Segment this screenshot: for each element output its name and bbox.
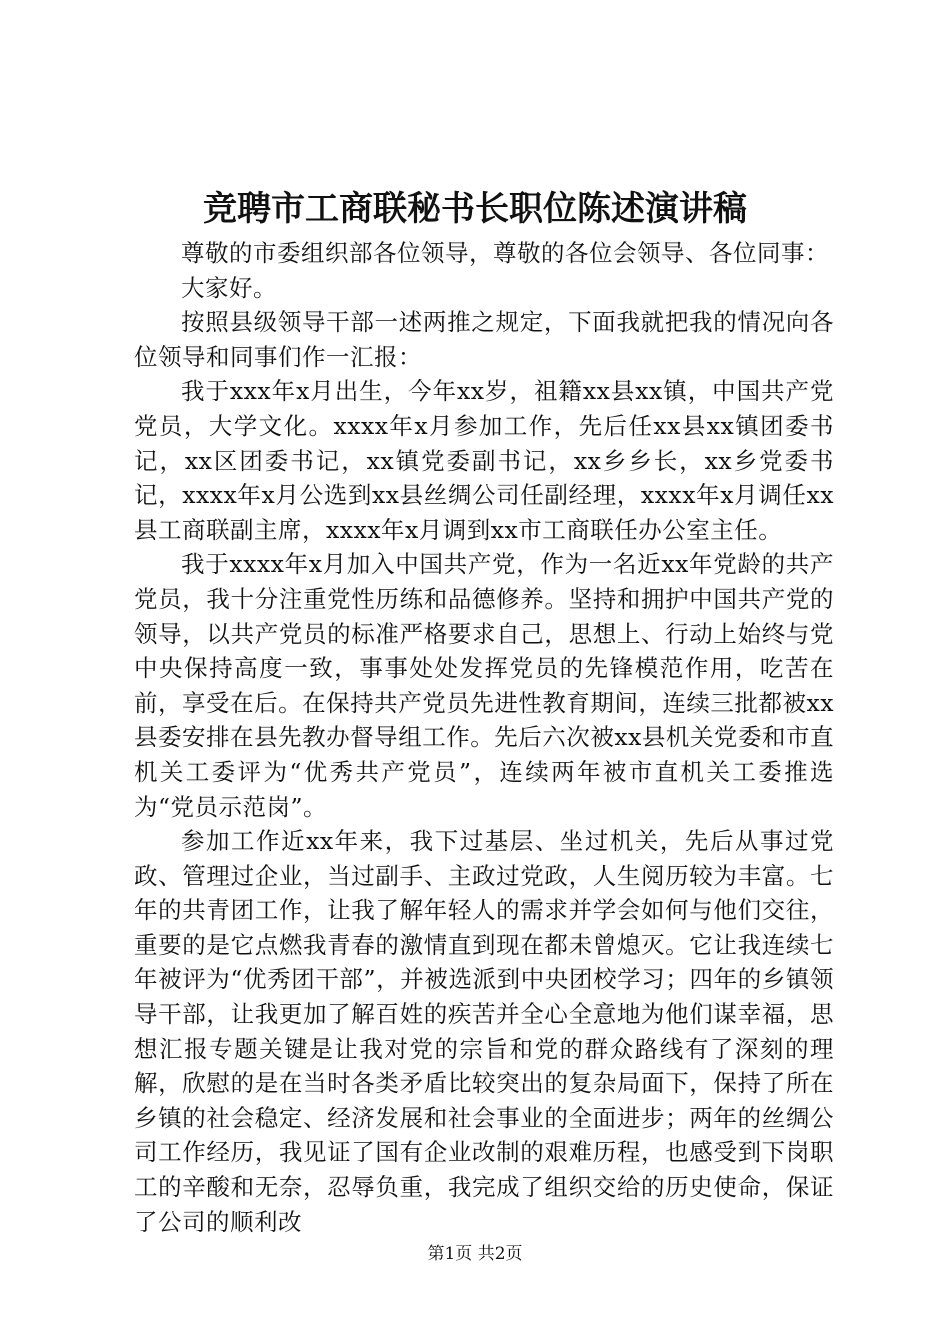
document-title: 竞聘市工商联秘书长职位陈述演讲稿 <box>203 189 747 229</box>
greeting-paragraph: 大家好。 <box>181 273 277 302</box>
document-body <box>134 236 834 1239</box>
biography-paragraph: 我于xxx年x月出生，今年xx岁，祖籍xx县xx镇，中国共产党党员，大学文化。xxxx年x月参加工作，先后任xx县xx镇团委书记，xx区团委书记，xx镇党委副书记，xx乡乡长，xx乡党委书记，xxxx年x月公选到xx县丝绸公司任副经理，xxxx年x月调任xx县工商联副主席，xxxx年x月调到xx市工商联任办公室主任。 <box>134 377 834 544</box>
party-membership-paragraph: 我于xxxx年x月加入中国共产党，作为一名近xx年党龄的共产党员，我十分注重党性历练和品德修养。坚持和拥护中国共产党的领导，以共产党员的标准严格要求自己，思想上、行动上始终与党中央保持高度一致，事事处处发挥党员的先锋模范作用，吃苦在前，享受在后。在保持共产党员先进性教育期间，连续三批都被xx县委安排在县先教办督导组工作。先后六次被xx县机关党委和市直机关工委评为“优秀共产党员”，连续两年被市直机关工委推选为“党员示范岗”。 <box>134 550 834 821</box>
work-experience-paragraph: 参加工作近xx年来，我下过基层、坐过机关，先后从事过党政、管理过企业，当过副手、主政过党政，人生阅历较为丰富。七年的共青团工作，让我了解年轻人的需求并学会如何与他们交往，重要的是它点燃我青春的激情直到现在都未曾熄灭。它让我连续七年被评为“优秀团干部”，并被选派到中央团校学习；四年的乡镇领导干部，让我更加了解百姓的疾苦并全心全意地为他们谋幸福，思想汇报专题关键是让我对党的宗旨和党的群众路线有了深刻的理解，欣慰的是在当时各类矛盾比较突出的复杂局面下，保持了所在乡镇的社会稳定、经济发展和社会事业的全面进步；两年的丝绸公司工作经历，我见证了国有企业改制的艰难历程，也感受到下岗职工的辛酸和无奈，忍辱负重，我完成了组织交给的历史使命，保证了公司的顺利改 <box>134 827 834 1236</box>
intro-paragraph: 按照县级领导干部一述两推之规定，下面我就把我的情况向各位领导和同事们作一汇报： <box>134 308 834 371</box>
page-number-footer: 第1页 共2页 <box>427 1244 523 1264</box>
salutation-paragraph: 尊敬的市委组织部各位领导，尊敬的各位会领导、各位同事： <box>181 239 829 267</box>
